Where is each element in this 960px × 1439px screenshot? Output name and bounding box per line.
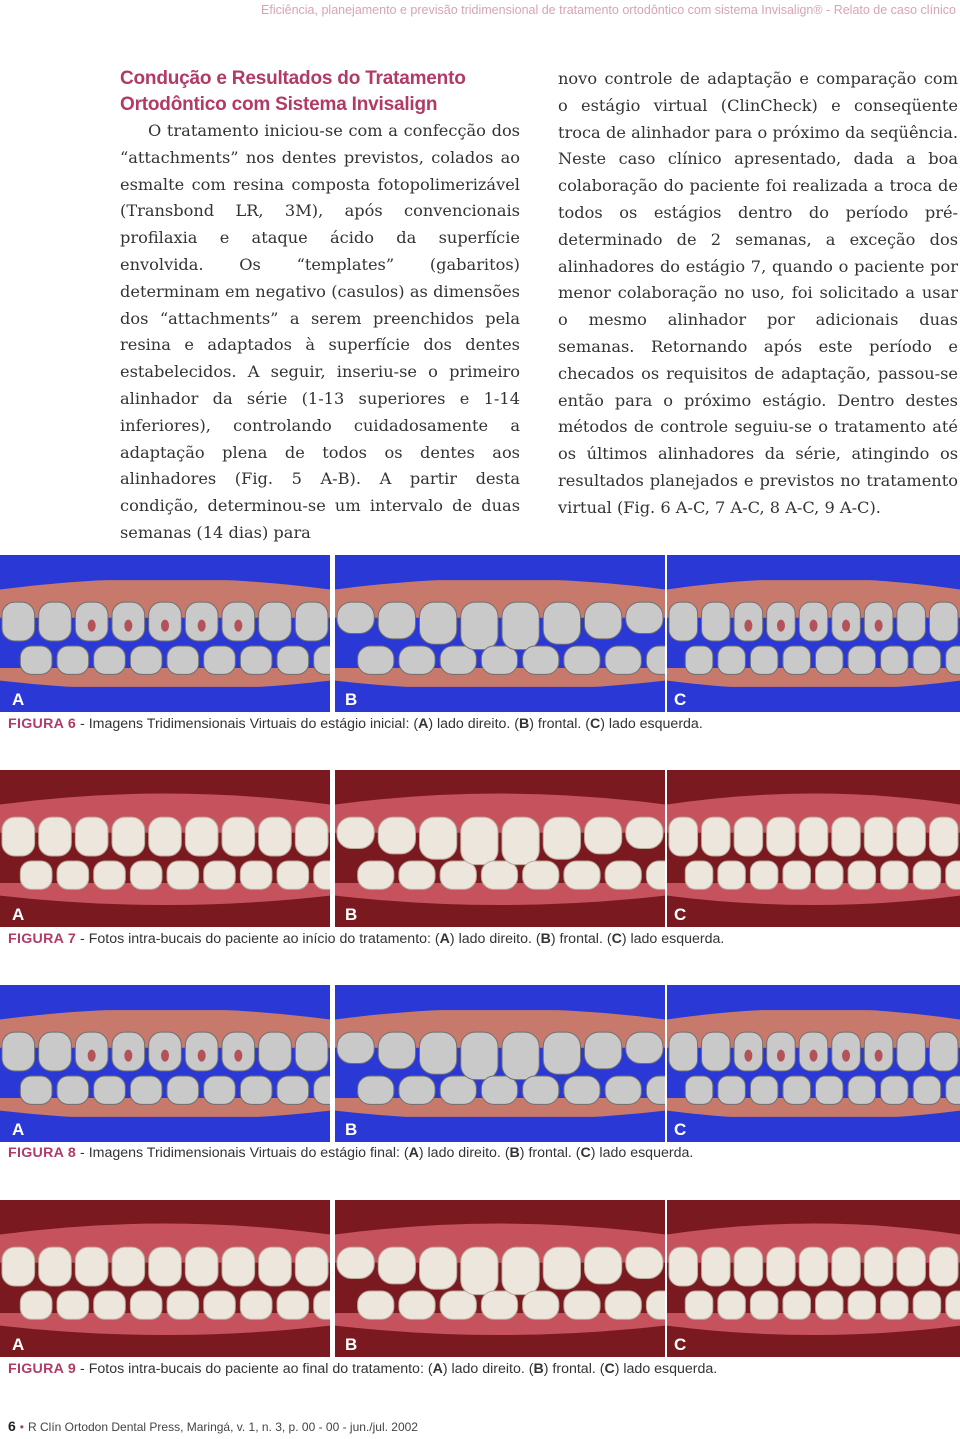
caption-letter-c: C xyxy=(611,931,622,947)
panel-letter-c: C xyxy=(674,1335,687,1354)
figure-8-images xyxy=(0,985,960,1142)
figure-8c-image xyxy=(667,985,960,1142)
figure-8-caption xyxy=(8,1145,958,1161)
figure-6-images xyxy=(0,555,960,712)
caption-letter-b: B xyxy=(533,1361,544,1377)
running-header: Eficiência, planejamento e previsão tridimensional de tratamento ortodôntico com sistema Invisalign® - Relato de caso clínico xyxy=(261,3,956,17)
panel-letter-a: A xyxy=(12,1120,25,1139)
panel-letter-a: A xyxy=(12,1335,25,1354)
panel-letter-b: B xyxy=(345,905,358,924)
caption-text: ) lado esquerda. xyxy=(621,931,725,947)
caption-text: Fotos intra-bucais do paciente ao início do tratamento: ( xyxy=(88,931,440,947)
caption-letter-c: C xyxy=(604,1361,615,1377)
caption-separator: - xyxy=(76,1361,89,1377)
caption-text: ) lado direito. ( xyxy=(442,1361,534,1377)
figure-7c-image xyxy=(667,770,960,927)
caption-separator: - xyxy=(76,931,89,947)
caption-separator: - xyxy=(76,1145,89,1161)
left-paragraph: O tratamento iniciou-se com a confecção dos “attachments” nos dentes previstos, colados ao esmalte com resina composta fotopolimerizável (Transbond LR, 3M), após convencionais profilaxia e ataque ácido da superfície envolvida. Os “templates” (gabaritos) determinam em negativo (casulos) as dimensões dos “attachments” a serem preenchidos pela resina e adaptados à superfície dos dentes estabelecidos. A seguir, inseriu-se o primeiro alinhador da série (1-13 superiores e 1-14 inferiores), controlando cuidadosamente a adaptação plena de todos os dentes aos alinhadores (Fig. 5 A-B). A partir desta condição, determinou-se um intervalo de duas semanas (14 dias) para xyxy=(120,121,520,542)
figure-7-images xyxy=(0,770,960,927)
virtual-teeth-frontal-image xyxy=(335,555,665,712)
figure-6b-image xyxy=(335,555,665,712)
page-footer xyxy=(8,1418,418,1434)
caption-letter-a: A xyxy=(432,1361,443,1377)
figure-7b-image xyxy=(335,770,665,927)
caption-text: ) lado esquerda. xyxy=(614,1361,718,1377)
caption-text: Imagens Tridimensionais Virtuais do estágio inicial: ( xyxy=(88,716,419,732)
figure-8b-image xyxy=(335,985,665,1142)
panel-letter-c: C xyxy=(674,1120,687,1139)
section-heading: Condução e Resultados do Tratamento Ortodôntico com Sistema Invisalign xyxy=(120,68,466,115)
caption-letter-c: C xyxy=(589,716,601,732)
panel-letter-b: B xyxy=(345,1335,358,1354)
figure-7-caption xyxy=(8,931,958,947)
caption-letter-a: A xyxy=(418,716,429,732)
figure-6c-image xyxy=(667,555,960,712)
figure-9a-image xyxy=(0,1200,330,1357)
panel-letter-b: B xyxy=(345,690,358,709)
page-number: 6 xyxy=(8,1418,16,1434)
caption-letter-a: A xyxy=(439,931,450,947)
caption-text: ) frontal. ( xyxy=(519,1145,581,1161)
right-column xyxy=(558,66,958,522)
footer-bullet: • xyxy=(19,1420,24,1434)
panel-letter-b: B xyxy=(345,1120,358,1139)
caption-letter-a: A xyxy=(408,1145,419,1161)
figure-9-images xyxy=(0,1200,960,1357)
caption-text: ) lado direito. ( xyxy=(428,716,520,732)
caption-text: Fotos intra-bucais do paciente ao final do tratamento: ( xyxy=(88,1361,433,1377)
virtual-teeth-left-side-image xyxy=(667,985,960,1142)
figure-label: FIGURA 6 xyxy=(8,716,77,732)
photo-teeth-frontal-image xyxy=(335,770,665,927)
caption-text: Imagens Tridimensionais Virtuais do estágio final: ( xyxy=(88,1145,409,1161)
figure-8a-image xyxy=(0,985,330,1142)
caption-text: ) lado esquerda. xyxy=(600,716,703,732)
photo-teeth-frontal-image xyxy=(335,1200,665,1357)
caption-text: ) lado esquerda. xyxy=(590,1145,694,1161)
photo-teeth-left-side-image xyxy=(667,770,960,927)
virtual-teeth-right-side-image xyxy=(0,985,330,1142)
virtual-teeth-left-side-image xyxy=(667,555,960,712)
caption-text: ) lado direito. ( xyxy=(449,931,541,947)
figure-label: FIGURA 7 xyxy=(8,931,77,947)
right-paragraph: novo controle de adaptação e comparação com o estágio virtual (ClinCheck) e conseqüente troca de alinhador para o próximo da seqüência. Neste caso clínico apresentado, dada a boa colaboração do paciente foi realizada a troca de todos os estágios dentro do período pré-determinado de 2 semanas, a exceção dos alinhadores do estágio 7, quando o paciente por menor colaboração no uso, foi solicitado a usar o mesmo alinhador por adicionais duas semanas. Retornando após este período e checados os requisitos de adaptação, passou-se então para o próximo estágio. Dentro destes métodos de controle seguiu-se o tratamento até os últimos alinhadores da série, atingindo os resultados planejados e previstos no tratamento virtual (Fig. 6 A-C, 7 A-C, 8 A-C, 9 A-C). xyxy=(558,69,958,517)
panel-letter-c: C xyxy=(674,690,687,709)
photo-teeth-left-side-image xyxy=(667,1200,960,1357)
caption-text: ) frontal. ( xyxy=(529,716,590,732)
virtual-teeth-right-side-image xyxy=(0,555,330,712)
panel-letter-a: A xyxy=(12,905,25,924)
caption-letter-b: B xyxy=(519,716,530,732)
photo-teeth-right-side-image xyxy=(0,1200,330,1357)
figure-7a-image xyxy=(0,770,330,927)
figure-9-caption xyxy=(8,1361,958,1377)
figure-9b-image xyxy=(335,1200,665,1357)
caption-separator: - xyxy=(76,716,89,732)
figure-6-caption xyxy=(8,716,958,732)
left-column xyxy=(120,66,520,547)
caption-letter-b: B xyxy=(509,1145,520,1161)
caption-text: ) lado direito. ( xyxy=(418,1145,510,1161)
caption-text: ) frontal. ( xyxy=(550,931,612,947)
panel-letter-c: C xyxy=(674,905,687,924)
caption-text: ) frontal. ( xyxy=(543,1361,605,1377)
panel-letter-a: A xyxy=(12,690,25,709)
caption-letter-b: B xyxy=(540,931,551,947)
journal-citation: R Clín Ortodon Dental Press, Maringá, v. 1, n. 3, p. 00 - 00 - jun./jul. 2002 xyxy=(28,1420,418,1434)
figure-6a-image xyxy=(0,555,330,712)
photo-teeth-right-side-image xyxy=(0,770,330,927)
figure-label: FIGURA 8 xyxy=(8,1145,77,1161)
virtual-teeth-frontal-image xyxy=(335,985,665,1142)
caption-letter-c: C xyxy=(580,1145,591,1161)
figure-label: FIGURA 9 xyxy=(8,1361,77,1377)
figure-9c-image xyxy=(667,1200,960,1357)
